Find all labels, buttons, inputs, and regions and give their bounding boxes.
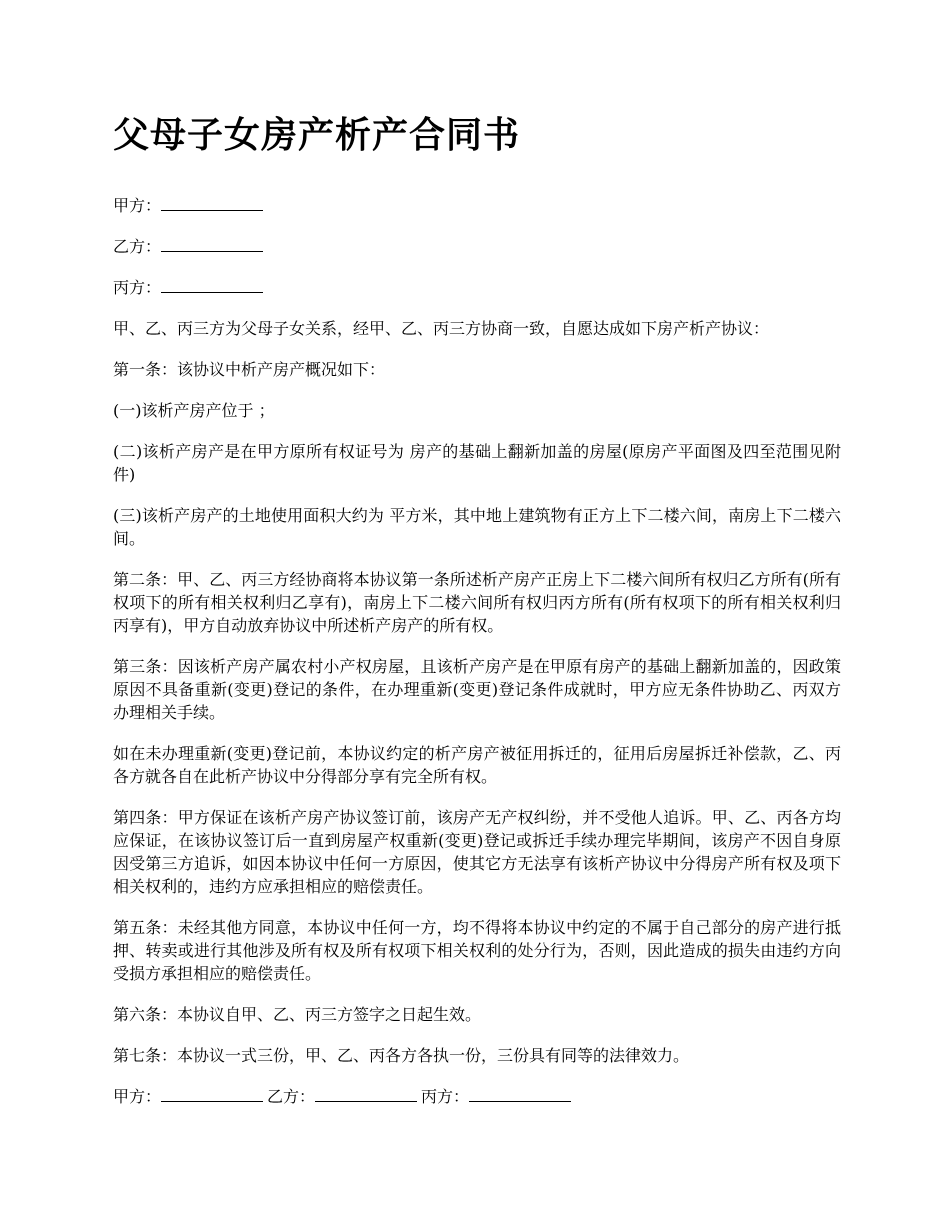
party-a-line — [113, 194, 841, 217]
article-1-item-3: (三)该析产房产的土地使用面积大约为 平方米，其中地上建筑物有正方上下二楼六间，南房上下二楼六间。 — [113, 506, 841, 548]
party-b-blank — [161, 235, 263, 252]
intro-paragraph: 甲、乙、丙三方为父母子女关系，经甲、乙、丙三方协商一致，自愿达成如下房产析产协议： — [113, 319, 770, 338]
article-6: 第六条：本协议自甲、乙、丙三方签字之日起生效。 — [113, 1005, 482, 1024]
article-5: 第五条：未经其他方同意，本协议中任何一方，均不得将本协议中约定的不属于自己部分的房产进行抵押、转卖或进行其他涉及所有权及所有权项下相关权利的处分行为，否则，因此造成的损失由违约方向受损方承担相应的赔偿责任。 — [113, 918, 841, 983]
article-4: 第四条：甲方保证在该析产房产协议签订前，该房产无产权纠纷，并不受他人追诉。甲、乙、丙各方均应保证，在该协议签订后一直到房屋产权重新(变更)登记或拆迁手续办理完毕期间，该房产不因自身原因受第三方追诉，如因本协议中任何一方原因，使其它方无法享有该析产协议中分得房产所有权及项下相关权利的，违约方应承担相应的赔偿责任。 — [113, 808, 841, 896]
article-3-supplement: 如在未办理重新(变更)登记前，本协议约定的析产房产被征用拆迁的，征用后房屋拆迁补偿款，乙、丙各方就各自在此析产协议中分得部分享有完全所有权。 — [113, 744, 841, 786]
signature-party-a-label: 甲方： — [113, 1087, 162, 1106]
party-c-blank — [161, 276, 263, 293]
party-a-label: 甲方： — [113, 196, 162, 215]
article-1-heading: 第一条：该协议中析产房产概况如下： — [113, 360, 386, 379]
article-7: 第七条：本协议一式三份，甲、乙、丙各方各执一份，三份具有同等的法律效力。 — [113, 1046, 690, 1065]
signature-party-b-blank — [315, 1085, 417, 1102]
signature-party-b-label: 乙方： — [267, 1087, 316, 1106]
party-b-line — [113, 235, 841, 258]
signature-line — [113, 1085, 841, 1108]
signature-party-c-blank — [469, 1085, 571, 1102]
article-1-item-1: (一)该析产房产位于 ； — [113, 401, 275, 420]
party-a-blank — [161, 194, 263, 211]
article-2: 第二条：甲、乙、丙三方经协商将本协议第一条所述析产房产正房上下二楼六间所有权归乙方所有(所有权项下的所有相关权利归乙享有)，南房上下二楼六间所有权归丙方所有(所有权项下的所有相关权利归丙享有)，甲方自动放弃协议中所述析产房产的所有权。 — [113, 570, 841, 635]
signature-party-c-label: 丙方： — [421, 1087, 470, 1106]
article-3: 第三条：因该析产房产属农村小产权房屋，且该析产房产是在甲原有房产的基础上翻新加盖的，因政策原因不具备重新(变更)登记的条件，在办理重新(变更)登记条件成就时，甲方应无条件协助乙、丙双方办理相关手续。 — [113, 657, 841, 722]
party-c-label: 丙方： — [113, 278, 162, 297]
document-page — [113, 112, 841, 1126]
article-1-item-2: (二)该析产房产是在甲方原所有权证号为 房产的基础上翻新加盖的房屋(原房产平面图及四至范围见附件) — [113, 442, 841, 484]
document-title: 父母子女房产析产合同书 — [113, 115, 521, 156]
party-b-label: 乙方： — [113, 237, 162, 256]
party-c-line — [113, 276, 841, 299]
signature-party-a-blank — [161, 1085, 263, 1102]
